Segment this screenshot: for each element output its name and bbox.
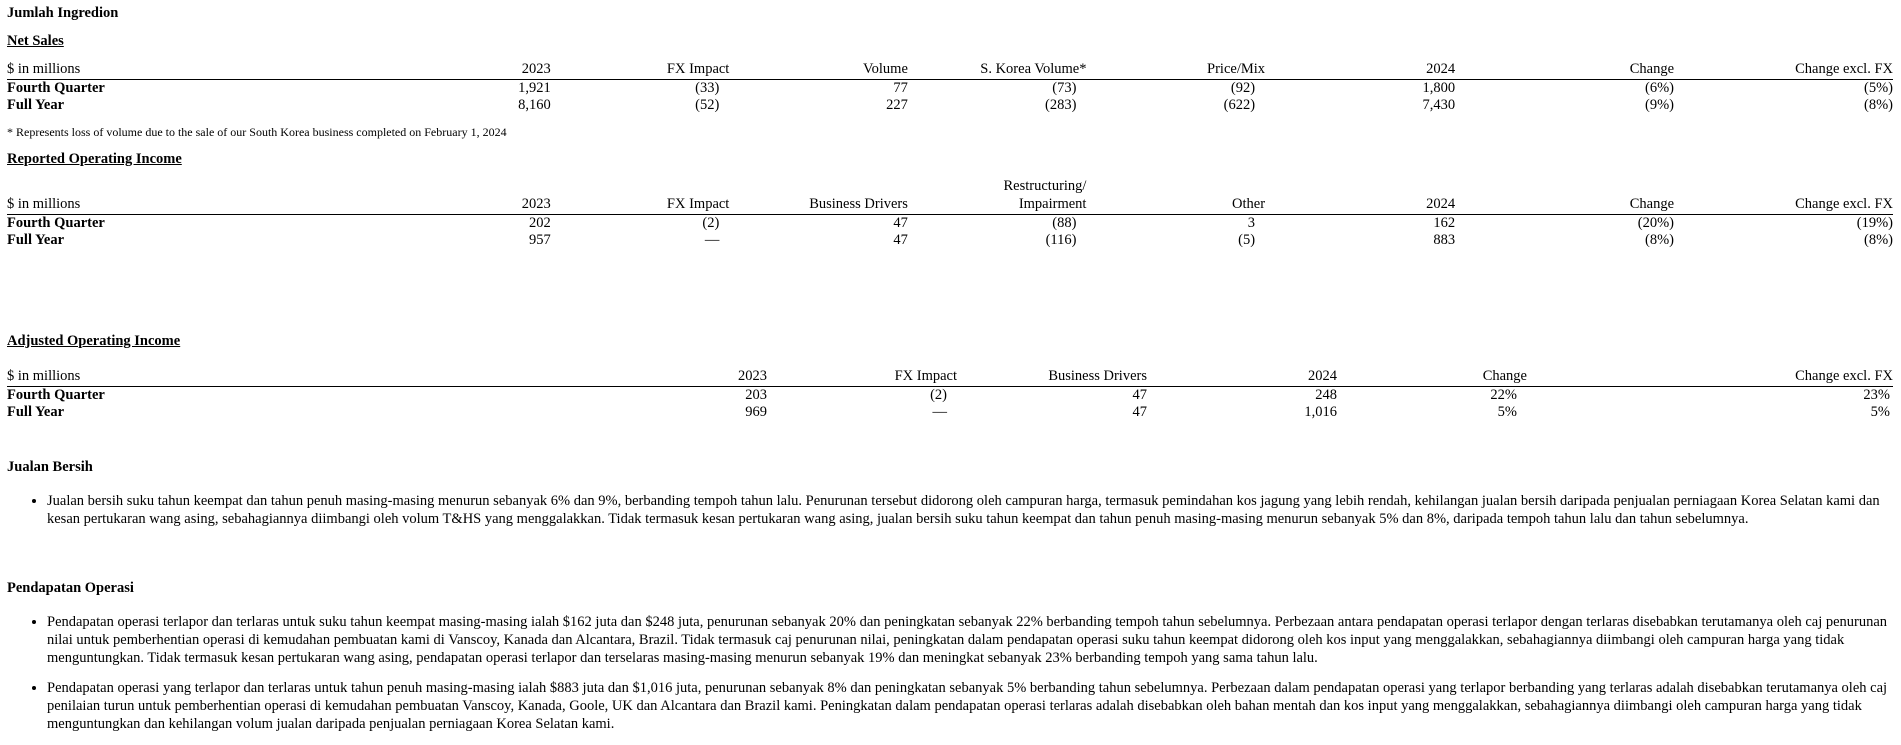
table-row bbox=[7, 404, 1893, 421]
table-cell: (283) bbox=[1045, 97, 1077, 113]
table-cell: (52) bbox=[695, 97, 720, 113]
table-cell: (92) bbox=[1230, 80, 1256, 96]
table-cell: (20%) bbox=[1637, 215, 1675, 231]
table-cell: 3 bbox=[1247, 215, 1256, 231]
table-cell: (8%) bbox=[1864, 97, 1893, 113]
adjusted-operating-income-heading: Adjusted Operating Income bbox=[7, 333, 181, 349]
column-header: $ in millions bbox=[7, 177, 353, 215]
row-label: Fourth Quarter bbox=[7, 387, 105, 403]
net-sales-heading: Net Sales bbox=[7, 33, 64, 49]
table-cell: 957 bbox=[529, 232, 551, 248]
table-cell: — bbox=[932, 404, 947, 420]
column-header: Business Drivers bbox=[957, 368, 1147, 387]
column-header: Other bbox=[1086, 177, 1265, 215]
column-header: 2023 bbox=[353, 177, 551, 215]
table-cell: 5% bbox=[1497, 404, 1517, 420]
column-header: 2023 bbox=[353, 61, 551, 80]
table-header-row bbox=[7, 177, 1893, 215]
column-header: 2024 bbox=[1147, 368, 1337, 387]
adjusted-operating-income-table bbox=[7, 368, 1893, 421]
reported-operating-income-table bbox=[7, 177, 1893, 249]
column-header: 2024 bbox=[1265, 177, 1455, 215]
table-cell: 1,921 bbox=[518, 80, 551, 96]
table-cell: 5% bbox=[1870, 404, 1890, 420]
table-cell: (33) bbox=[695, 80, 720, 96]
table-cell: 7,430 bbox=[1422, 97, 1456, 113]
table-cell: (2) bbox=[930, 387, 947, 403]
table-cell: 47 bbox=[893, 215, 908, 231]
table-cell: (622) bbox=[1223, 97, 1256, 113]
table-row bbox=[7, 232, 1893, 249]
table-cell: 8,160 bbox=[518, 97, 551, 113]
table-cell: (8%) bbox=[1645, 232, 1675, 248]
pendapatan-operasi-list bbox=[7, 613, 1893, 745]
table-cell: (5) bbox=[1238, 232, 1256, 248]
table-cell: 883 bbox=[1433, 232, 1456, 248]
table-cell: 202 bbox=[529, 215, 551, 231]
table-cell: (6%) bbox=[1645, 80, 1675, 96]
table-cell: 22% bbox=[1490, 387, 1517, 403]
column-header bbox=[908, 177, 1087, 215]
table-cell: 47 bbox=[893, 232, 908, 248]
net-sales-table bbox=[7, 61, 1893, 114]
column-header: Change excl. FX bbox=[1527, 368, 1893, 387]
table-cell: — bbox=[704, 232, 720, 248]
column-header: 2023 bbox=[307, 368, 767, 387]
table-row bbox=[7, 387, 1893, 405]
table-row bbox=[7, 97, 1893, 114]
table-header-row bbox=[7, 61, 1893, 80]
table-cell: 47 bbox=[1132, 387, 1147, 403]
column-header: Change bbox=[1455, 177, 1674, 215]
row-label: Full Year bbox=[7, 232, 65, 248]
table-row bbox=[7, 215, 1893, 233]
column-header: Price/Mix bbox=[1086, 61, 1265, 80]
column-header: FX Impact bbox=[767, 368, 957, 387]
table-cell: 969 bbox=[745, 404, 767, 420]
table-cell: (19%) bbox=[1856, 215, 1893, 231]
list-item: • Jualan bersih suku tahun keempat dan tahun penuh masing-masing menurun sebanyak 6% dan 9%, berbanding tempoh tahun lalu. Penurunan tersebut didorong oleh campuran harga, termasuk pemindahan kos jagung yang lebih rendah, kehilangan jualan bersih daripada penjualan perniagaan Korea Selatan kami dan kesan pertukaran wang asing, sebahagiannya diimbangi oleh volum T&HS yang menggalakkan. Tidak termasuk kesan pertukaran wang asing, jualan bersih suku tahun keempat dan tahun penuh masing-masing menurun sebanyak 5% dan 8%, daripada tempoh tahun lalu dan tahun sebelumnya. bbox=[47, 492, 1893, 528]
table-cell: 162 bbox=[1433, 215, 1456, 231]
table-cell: (88) bbox=[1052, 215, 1077, 231]
document-title: Jumlah Ingredion bbox=[7, 5, 119, 21]
row-label: Full Year bbox=[7, 404, 65, 420]
reported-operating-income-heading: Reported Operating Income bbox=[7, 151, 182, 167]
row-label: Fourth Quarter bbox=[7, 215, 105, 231]
column-header: Change excl. FX bbox=[1674, 177, 1893, 215]
table-cell: (8%) bbox=[1864, 232, 1893, 248]
table-cell: 1,800 bbox=[1422, 80, 1456, 96]
table-cell: 47 bbox=[1132, 404, 1147, 420]
row-label: Full Year bbox=[7, 97, 65, 113]
table-cell: 77 bbox=[893, 80, 908, 96]
column-header: 2024 bbox=[1265, 61, 1455, 80]
column-header: S. Korea Volume* bbox=[908, 61, 1087, 80]
jualan-bersih-list bbox=[7, 492, 1893, 540]
column-header: Change excl. FX bbox=[1674, 61, 1893, 80]
table-cell: 227 bbox=[886, 97, 908, 113]
table-cell: (9%) bbox=[1645, 97, 1675, 113]
table-cell: (5%) bbox=[1864, 80, 1893, 96]
list-item: • Pendapatan operasi terlapor dan terlaras untuk suku tahun keempat masing-masing ialah $162 juta dan $248 juta, penurunan sebanyak 20% dan peningkatan sebanyak 22% berbanding tempoh tahun sebelumnya. Perbezaan antara pendapatan operasi terlapor dengan terlaras disebabkan terutamanya oleh caj penurunan nilai untuk pemberhentian operasi di kemudahan pembuatan kami di Vanscoy, Kanada dan Alcantara, Brazil. Tidak termasuk caj penurunan nilai, peningkatan dalam pendapatan operasi suku tahun keempat didorong oleh kos input yang menggalakkan, sebahagiannya diimbangi oleh campuran harga yang tidak menguntungkan. Tidak termasuk kesan pertukaran wang asing, pendapatan operasi terlapor dan terselaras masing-masing menurun sebanyak 19% dan meningkat sebanyak 23% berbanding tempoh yang sama tahun lalu. bbox=[47, 613, 1893, 667]
row-label: Fourth Quarter bbox=[7, 80, 105, 96]
table-row bbox=[7, 80, 1893, 98]
column-header: $ in millions bbox=[7, 368, 307, 387]
column-header: Volume bbox=[729, 61, 908, 80]
pendapatan-operasi-heading: Pendapatan Operasi bbox=[7, 580, 134, 596]
jualan-bersih-heading: Jualan Bersih bbox=[7, 459, 93, 475]
column-header: Change bbox=[1337, 368, 1527, 387]
table-cell: (2) bbox=[702, 215, 720, 231]
list-item: • Pendapatan operasi yang terlapor dan terlaras untuk tahun penuh masing-masing ialah $883 juta dan $1,016 juta, penurunan sebanyak 8% dan peningkatan sebanyak 5% berbanding tahun sebelumnya. Perbezaan dalam pendapatan operasi yang terlapor berbanding yang terlaras adalah disebabkan terutamanya oleh caj penilaian turun untuk pemberhentian operasi di kemudahan pembuatan Vanscoy, Kanada, Goole, UK dan Alcantara dan Brazil kami. Peningkatan dalam pendapatan operasi terlaras adalah disebabkan oleh bahan mentah dan kos input yang menggalakkan, sebahagiannya diimbangi oleh campuran harga yang tidak menguntungkan dan kehilangan volum jualan daripada penjualan perniagaan Korea Selatan kami. bbox=[47, 679, 1893, 733]
table-header-row bbox=[7, 368, 1893, 387]
column-header: FX Impact bbox=[551, 177, 730, 215]
column-header-text: Restructuring/ Impairment bbox=[1003, 178, 1087, 212]
column-header: Change bbox=[1455, 61, 1674, 80]
table-cell: (116) bbox=[1045, 232, 1077, 248]
footnote: * Represents loss of volume due to the sale of our South Korea business completed on February 1, 2024 bbox=[7, 125, 507, 139]
column-header: Business Drivers bbox=[729, 177, 908, 215]
table-cell: (73) bbox=[1052, 80, 1077, 96]
column-header: $ in millions bbox=[7, 61, 353, 80]
column-header: FX Impact bbox=[551, 61, 730, 80]
table-cell: 1,016 bbox=[1304, 404, 1337, 420]
table-cell: 248 bbox=[1315, 387, 1337, 403]
table-cell: 203 bbox=[745, 387, 767, 403]
table-cell: 23% bbox=[1863, 387, 1890, 403]
